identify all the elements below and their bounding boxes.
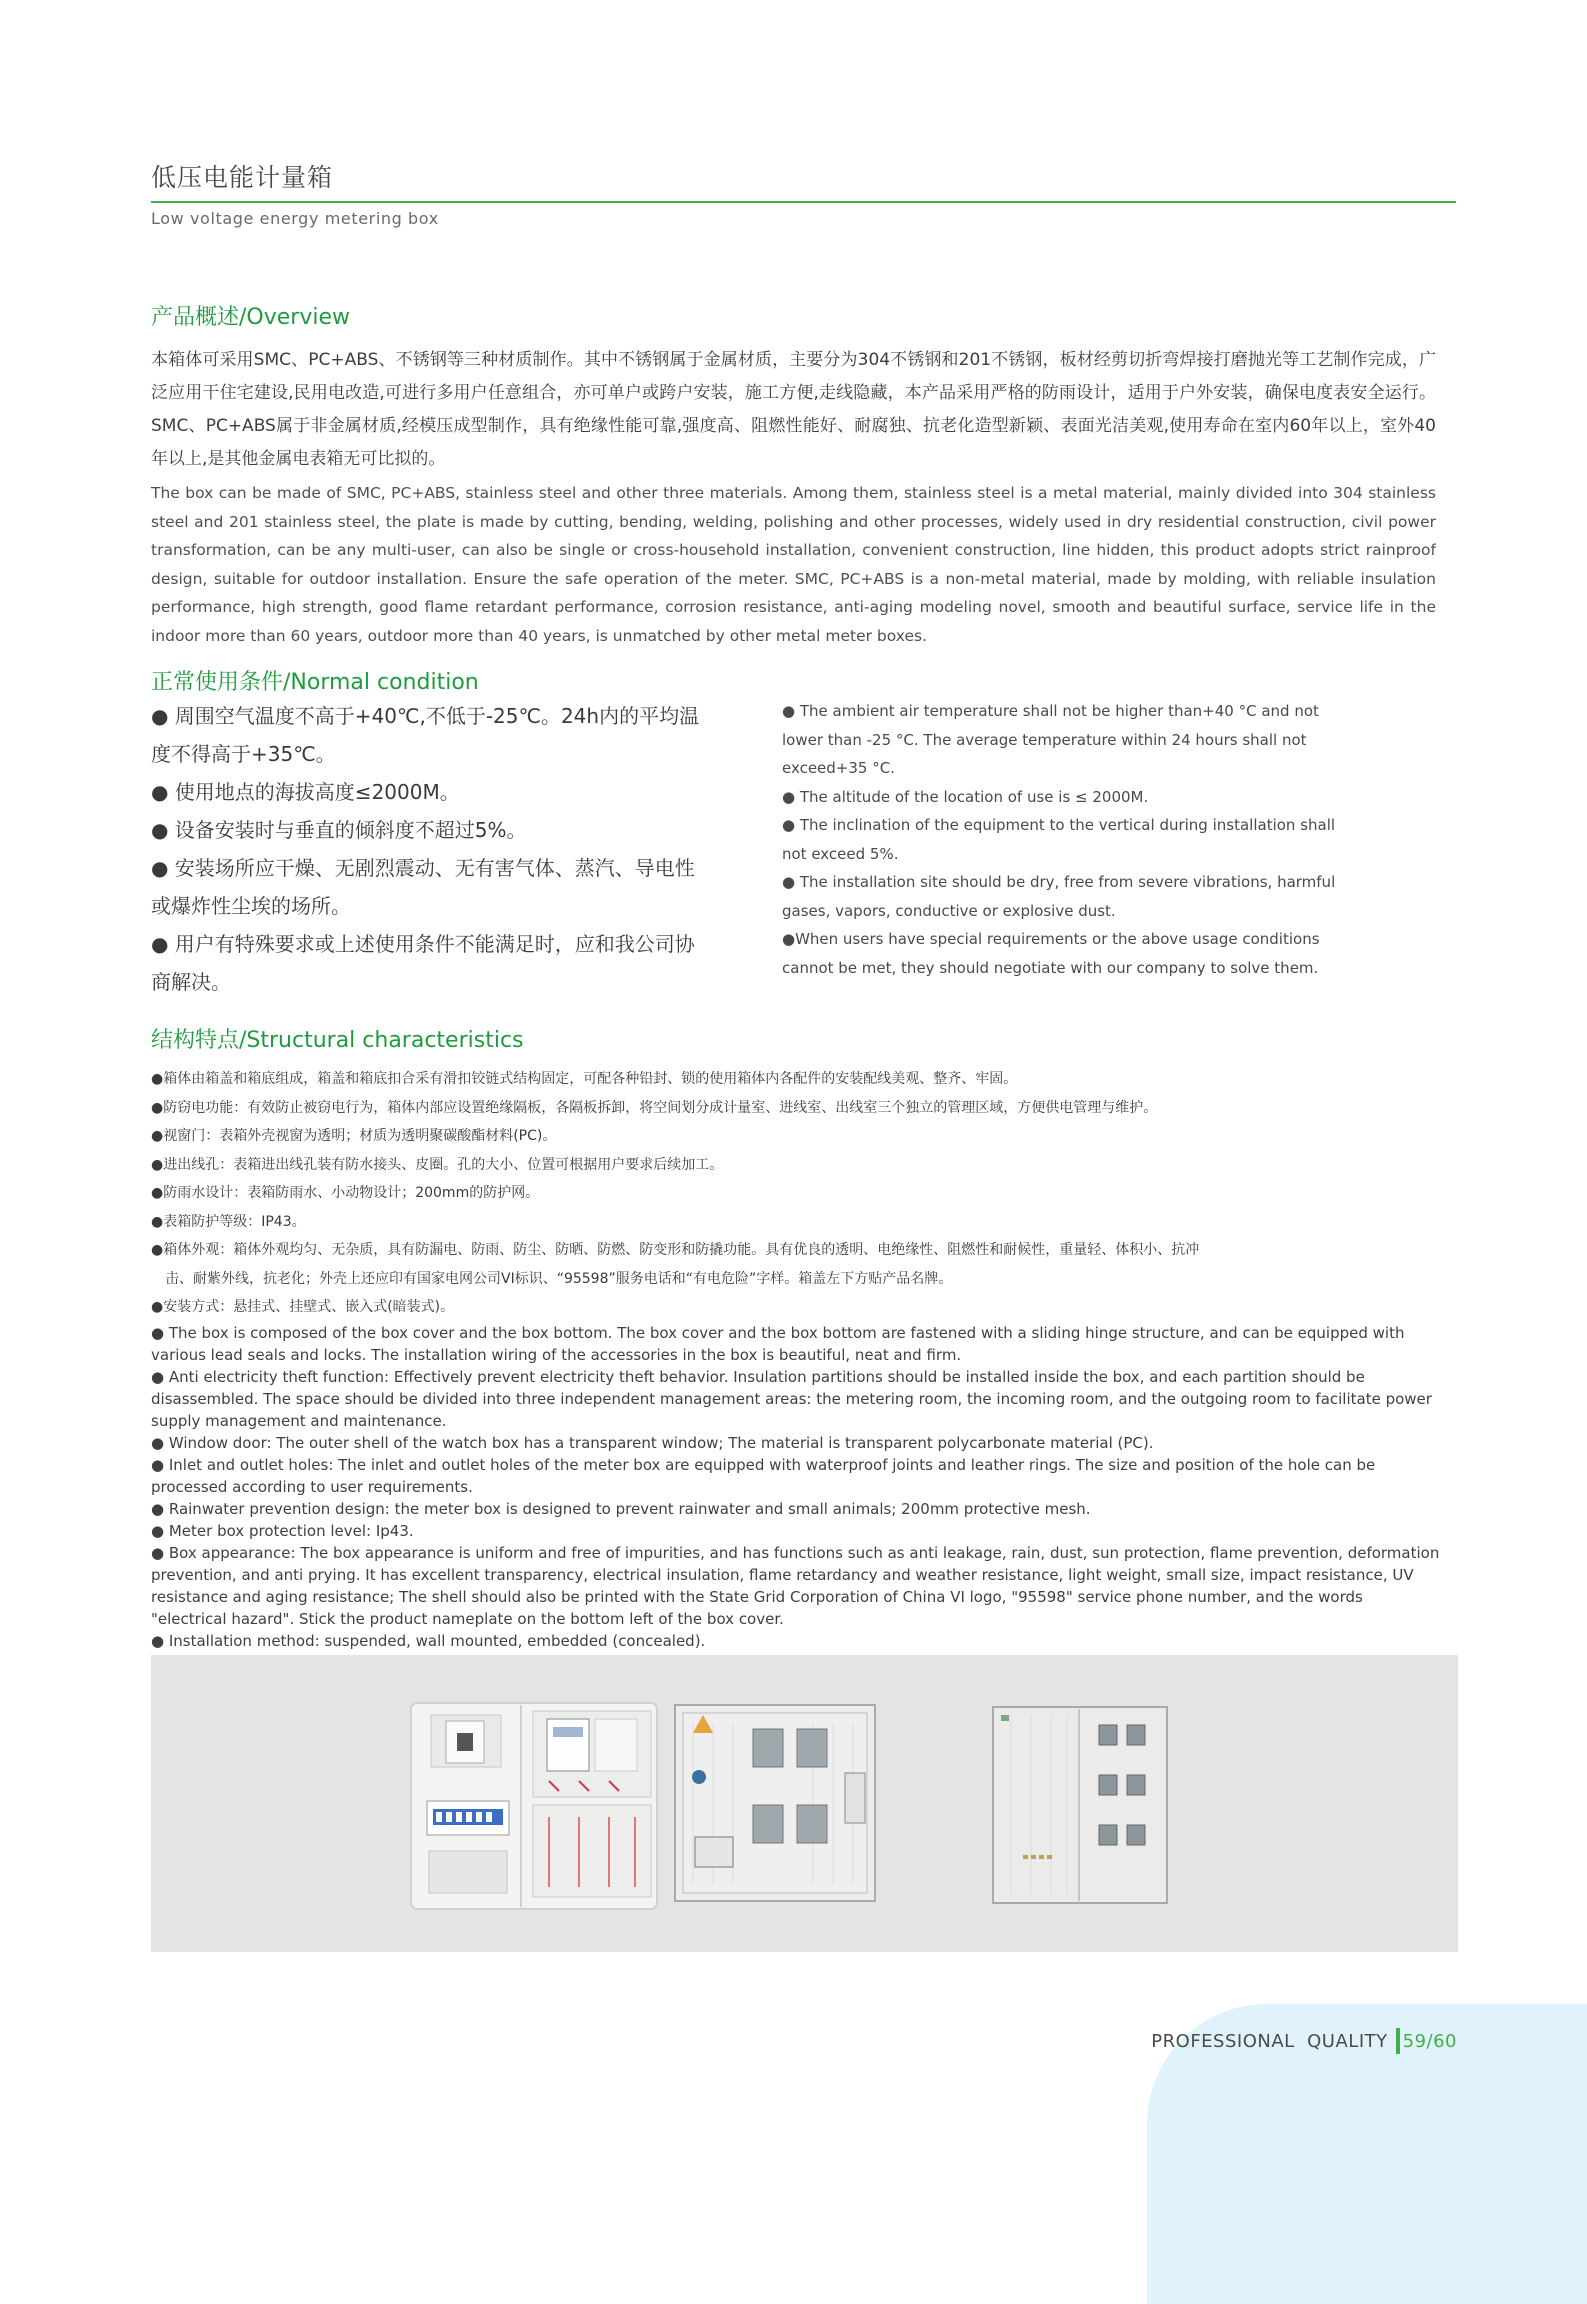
condition-item-cn: ● 使用地点的海拔高度≤2000M。 — [151, 780, 460, 804]
page-title: 低压电能计量箱 — [151, 163, 334, 192]
condition-item-en: ● The altitude of the location of use is ≤ 2000M. — [782, 787, 1149, 806]
condition-item-en: ● The installation site should be dry, free from severe vibrations, harmful gases, vapors, conductive or explosive dust. — [782, 873, 1336, 920]
structural-item-cn: ●视窗门：表箱外壳视窗为透明；材质为透明聚碳酸酯材料(PC)。 — [151, 1128, 557, 1144]
overview-heading: 产品概述/Overview — [151, 305, 350, 330]
structural-item-cn: ●防雨水设计：表箱防雨水、小动物设计；200mm的防护网。 — [151, 1185, 540, 1201]
structural-item-en: ● Inlet and outlet holes: The inlet and outlet holes of the meter box are equipped with waterproof joints and leather rings. The size and position of the hole can be processed according to user requirements. — [151, 1456, 1376, 1496]
structural-item-en: ● Rainwater prevention design: the meter box is designed to prevent rainwater and small animals; 200mm protective mesh. — [151, 1500, 1091, 1518]
page-subtitle: Low voltage energy metering box — [151, 209, 439, 228]
condition-item-en: ● The ambient air temperature shall not be higher than+40 °C and not lower than -25 °C. The average temperature within 24 hours shall not exceed+35 °C. — [782, 702, 1319, 777]
condition-item-en: ●When users have special requirements or the above usage conditions cannot be met, they should negotiate with our company to solve them. — [782, 930, 1320, 977]
condition-item-cn: ● 用户有特殊要求或上述使用条件不能满足时，应和我公司协商解决。 — [151, 932, 695, 994]
structural-item-cn: 击、耐紫外线，抗老化；外壳上还应印有国家电网公司VI标识、“95598”服务电话和“有电危险”字样。箱盖左下方贴产品名牌。 — [151, 1270, 953, 1287]
condition-item-cn: ● 安装场所应干燥、无剧烈震动、无有害气体、蒸汽、导电性或爆炸性尘埃的场所。 — [151, 856, 695, 918]
structural-item-cn: ●箱体由箱盖和箱底组成，箱盖和箱底扣合采有滑扣铰链式结构固定，可配各种铅封、锁的使用箱体内各配件的安装配线美观、整齐、牢固。 — [151, 1071, 1018, 1087]
structural-item-en: ● Anti electricity theft function: Effectively prevent electricity theft behavior. Insulation partitions should be installed inside the box, and each partition should be disassembled. The space should be divided into three independent management areas: the metering room, the incoming room, and the outgoing room to facilitate power supply management and maintenance. — [151, 1368, 1432, 1430]
overview-text-cn: 本箱体可采用SMC、PC+ABS、不锈钢等三种材质制作。其中不锈钢属于金属材质，主要分为304不锈钢和201不锈钢，板材经剪切折弯焊接打磨抛光等工艺制作完成，广泛应用干住宅建设,民用电改造,可进行多用户任意组合，亦可单户或跨户安装，施工方便,走线隐藏，本产品采用严格的防雨设计，适用于户外安装，确保电度表安全运行。SMC、PC+ABS属于非金属材质,经模压成型制作，具有绝缘性能可靠,强度高、阻燃性能好、耐腐独、抗老化造型新颖、表面光洁美观,使用寿命在室内60年以上，室外40年以上,是其他金属电表箱无可比拟的。 — [151, 350, 1436, 469]
structural-item-en: ● Window door: The outer shell of the watch box has a transparent window; The material is transparent polycarbonate material (PC). — [151, 1434, 1154, 1452]
structural-item-en: ● Installation method: suspended, wall mounted, embedded (concealed). — [151, 1632, 706, 1650]
structural-item-en: ● Meter box protection level: Ip43. — [151, 1522, 414, 1540]
normal-condition-list-cn — [151, 697, 711, 1001]
page-footer — [1151, 2028, 1457, 2054]
structural-item-cn: ●箱体外观：箱体外观均匀、无杂质，具有防漏电、防雨、防尘、防晒、防燃、防变形和防撬功能。具有优良的透明、电绝缘性、阻燃性和耐候性，重量轻、体积小、抗冲 — [151, 1242, 1200, 1258]
overview-text-en: The box can be made of SMC, PC+ABS, stainless steel and other three materials. Among them, stainless steel is a metal material, mainly divided into 304 stainless steel and 201 stainless steel, the plate is made by cutting, bending, welding, polishing and other processes, widely used in dry residential construction, civil power transformation, can be any multi-user, can also be single or cross-household installation, convenient construction, line hidden, this product adopts strict rainproof design, suitable for outdoor installation. Ensure the safe operation of the meter. SMC, PC+ABS is a non-metal material, made by molding, with reliable insulation performance, high strength, good flame retardant performance, corrosion resistance, anti-aging modeling novel, smooth and beautiful surface, service life in the indoor more than 60 years, outdoor more than 40 years, is unmatched by other metal meter boxes. — [151, 484, 1436, 645]
structural-item-cn: ●表箱防护等级：IP43。 — [151, 1213, 306, 1230]
product-photo-band — [151, 1655, 1458, 1952]
structural-item-cn: ●防窃电功能：有效防止被窃电行为，箱体内部应设置绝缘隔板，各隔板拆卸，将空间划分成计量室、进线室、出线室三个独立的管理区域，方便供电管理与维护。 — [151, 1099, 1158, 1116]
normal-condition-list-en — [782, 697, 1342, 982]
structural-item-en: ● Box appearance: The box appearance is uniform and free of impurities, and has functions such as anti leakage, rain, dust, sun protection, flame prevention, deformation prevention, and anti prying. It has excellent transparency, electrical insulation, flame retardancy and weather resistance, light weight, small size, impact resistance, UV resistance and aging resistance; The shell should also be printed with the State Grid Corporation of China VI logo, "95598" service phone number, and the words "electrical hazard". Stick the product nameplate on the bottom left of the box cover. — [151, 1544, 1440, 1628]
condition-item-cn: ● 设备安装时与垂直的倾斜度不超过5%。 — [151, 818, 527, 842]
structural-item-en: ● The box is composed of the box cover and the box bottom. The box cover and the box bottom are fastened with a sliding hinge structure, and can be equipped with various lead seals and locks. The installation wiring of the accessories in the box is beautiful, neat and firm. — [151, 1324, 1405, 1364]
structural-list-en — [151, 1322, 1441, 1652]
footer-divider — [1396, 2028, 1400, 2054]
structural-item-cn: ●安装方式：悬挂式、挂壁式、嵌入式(暗装式)。 — [151, 1299, 455, 1315]
footer-label: PROFESSIONAL QUALITY — [1151, 2030, 1388, 2052]
title-divider — [151, 201, 1456, 203]
product-photo-smc-box-six-windows — [991, 1705, 1169, 1905]
product-photo-smc-box-four-windows — [673, 1703, 877, 1903]
structural-heading: 结构特点/Structural characteristics — [151, 1028, 524, 1053]
page-number: 59/60 — [1402, 2030, 1457, 2052]
structural-list-cn — [151, 1065, 1451, 1322]
condition-item-cn: ● 周围空气温度不高于+40℃,不低于-25℃。24h内的平均温度不得高于+35℃。 — [151, 704, 700, 766]
normal-condition-heading: 正常使用条件/Normal condition — [151, 670, 479, 695]
condition-item-en: ● The inclination of the equipment to the vertical during installation shall not exceed 5%. — [782, 816, 1336, 863]
structural-item-cn: ●进出线孔：表箱进出线孔装有防水接头、皮圈。孔的大小、位置可根据用户要求后续加工。 — [151, 1156, 724, 1173]
product-photo-pc-box — [409, 1701, 659, 1911]
